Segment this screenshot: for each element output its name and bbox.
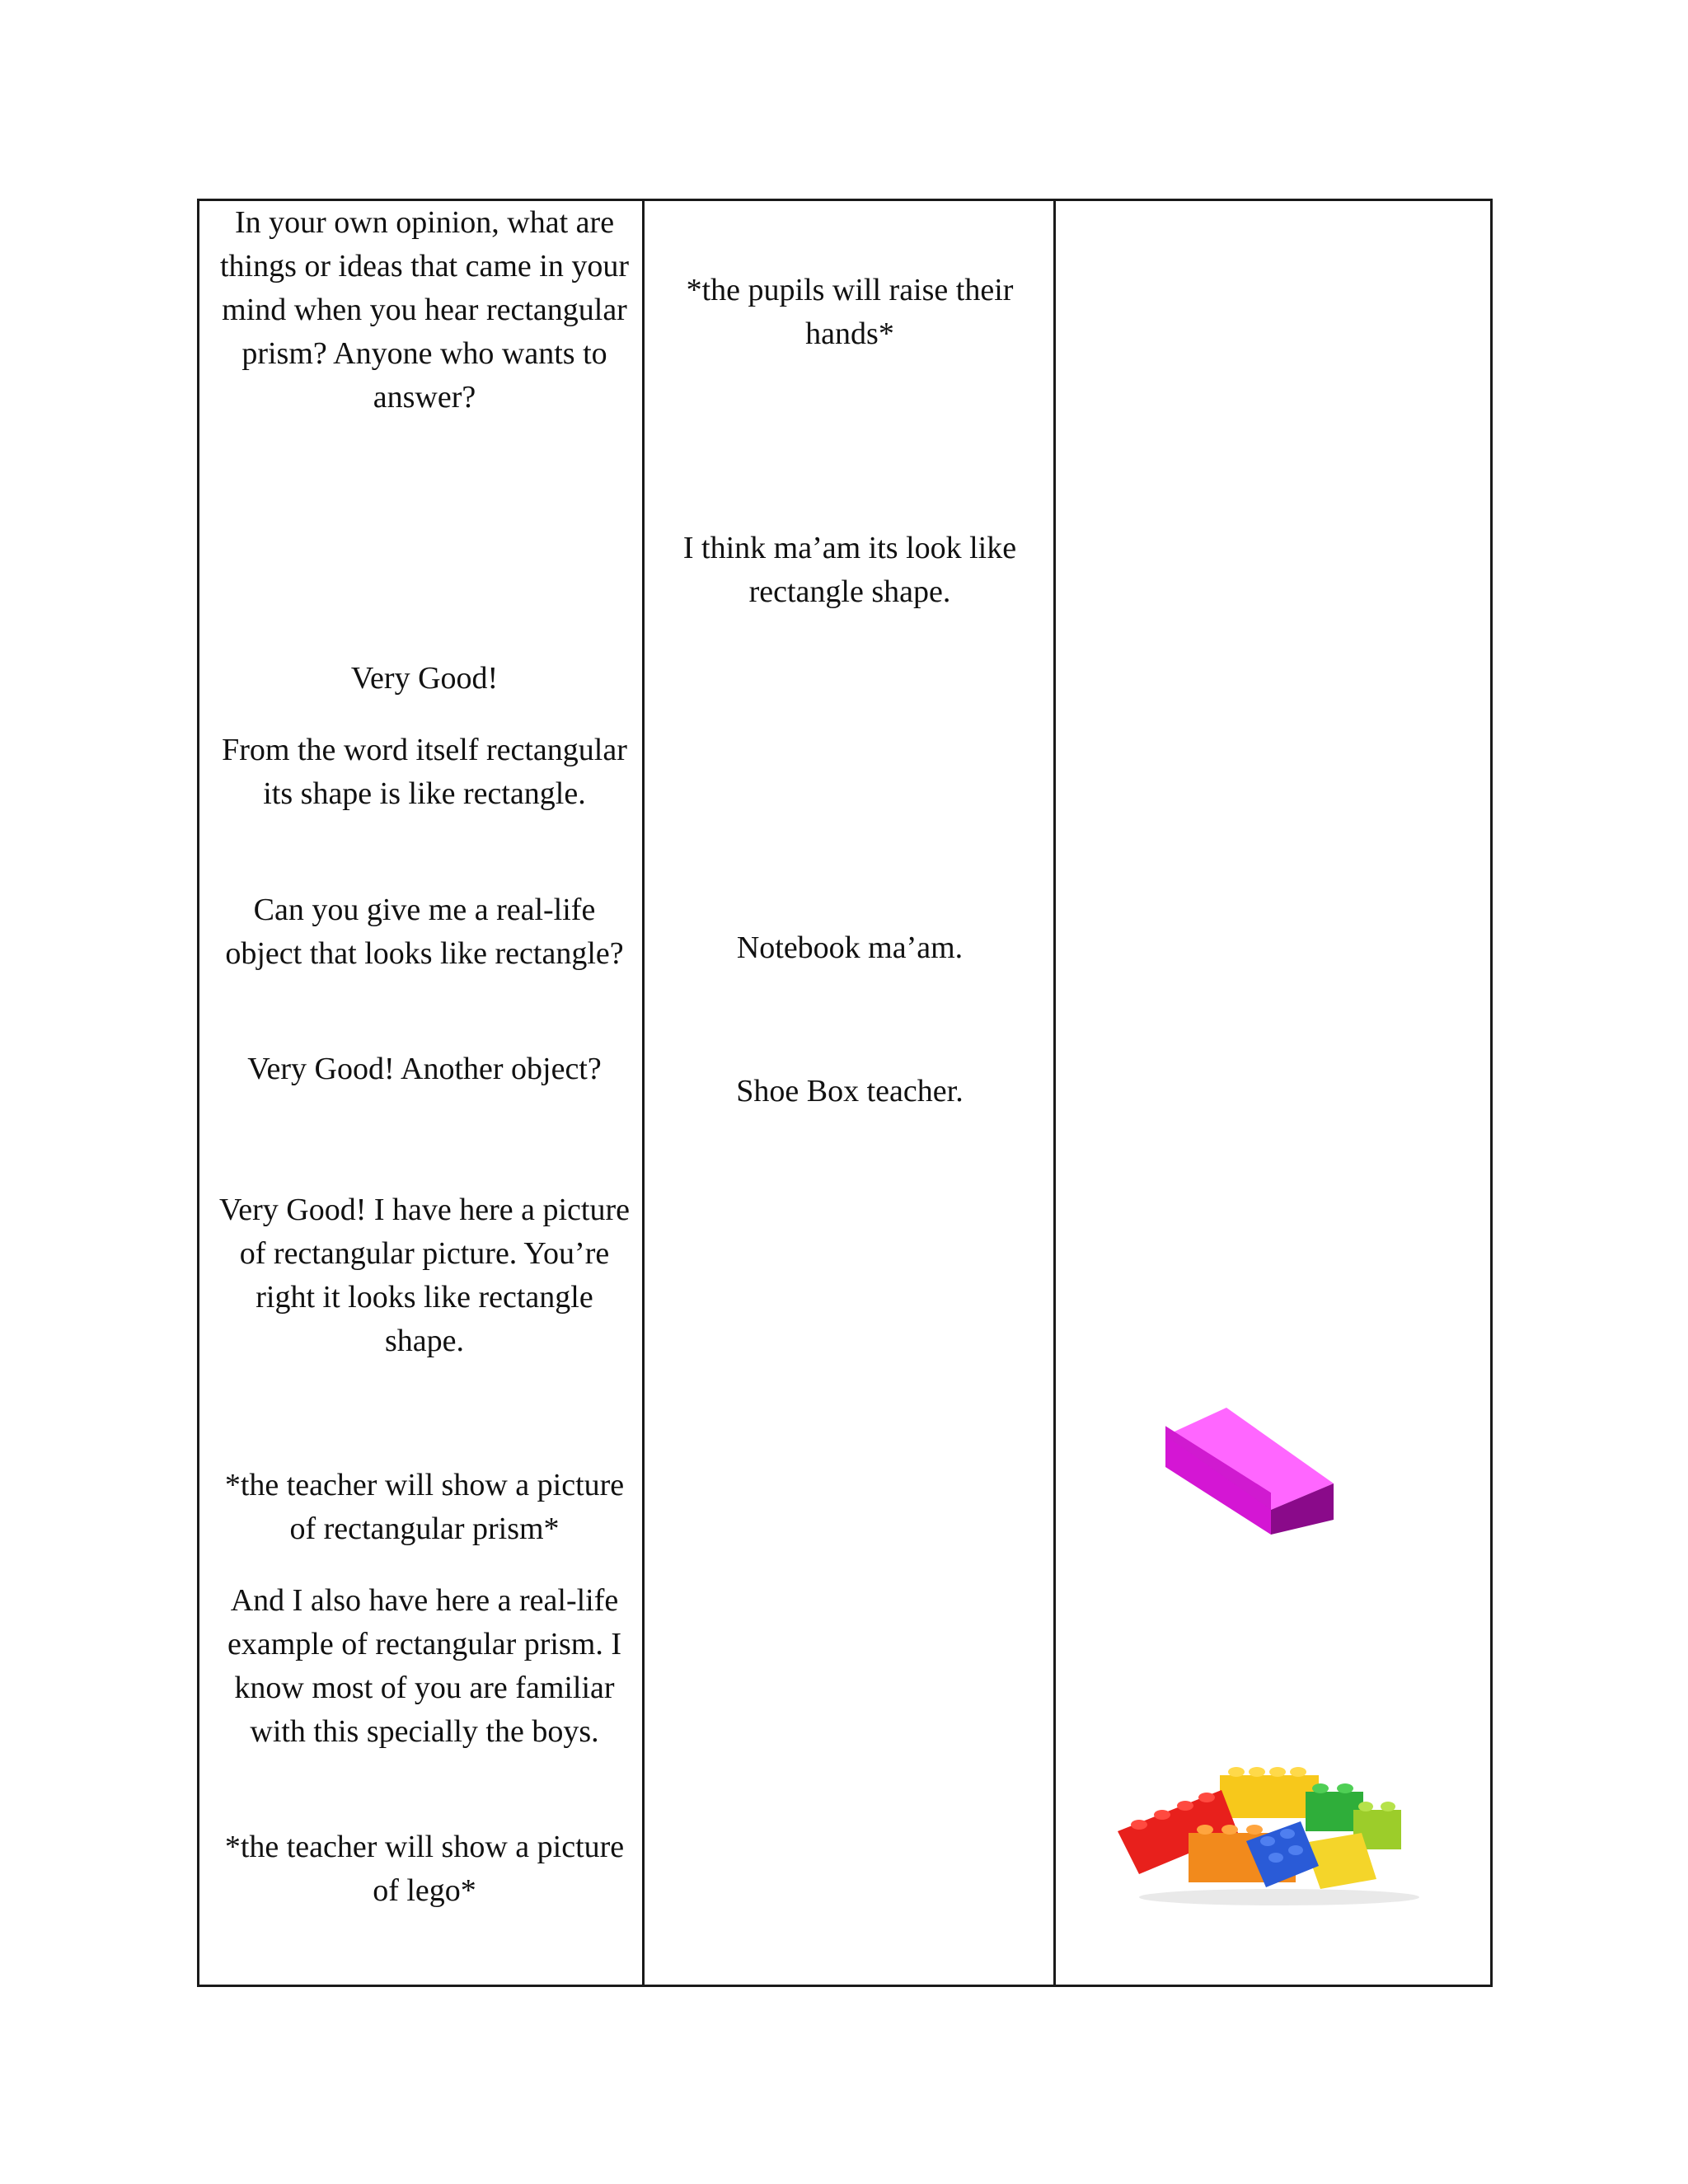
- pupil-shoebox: Shoe Box teacher.: [736, 1074, 964, 1108]
- teacher-ask-object: Can you give me a real-life object that looks like rectangle?: [225, 893, 624, 971]
- teacher-show-lego: *the teacher will show a picture of lego*: [224, 1830, 625, 1908]
- pupil-raise-hands: *the pupils will raise their hands*: [686, 273, 1014, 351]
- column-divider: [642, 201, 645, 1985]
- teacher-show-prism: *the teacher will show a picture of rectangular prism*: [224, 1468, 625, 1546]
- teacher-real-life: And I also have here a real-life example of rectangular prism. I know most of you are familiar with this specially the boys.: [227, 1583, 621, 1749]
- pupil-notebook: Notebook ma’am.: [736, 930, 964, 965]
- pupil-answer-shape: I think ma’am its look like rectangle shape.: [682, 531, 1017, 609]
- lesson-table: [197, 199, 1493, 1987]
- teacher-praise: Very Good!: [350, 661, 499, 696]
- lego-bricks-icon: [1114, 1750, 1428, 1907]
- teacher-have-picture: Very Good! I have here a picture of rectangular picture. You’re right it looks like rectangle shape.: [219, 1193, 630, 1358]
- column-divider: [1053, 201, 1056, 1985]
- teacher-word-itself: From the word itself rectangular its shape is like rectangle.: [222, 733, 627, 811]
- teacher-another-object: Very Good! Another object?: [247, 1052, 602, 1086]
- teacher-question: In your own opinion, what are things or ideas that came in your mind when you hear rectangular prism? Anyone who wants to answer?: [220, 205, 629, 415]
- rectangular-prism-icon: [1162, 1404, 1360, 1536]
